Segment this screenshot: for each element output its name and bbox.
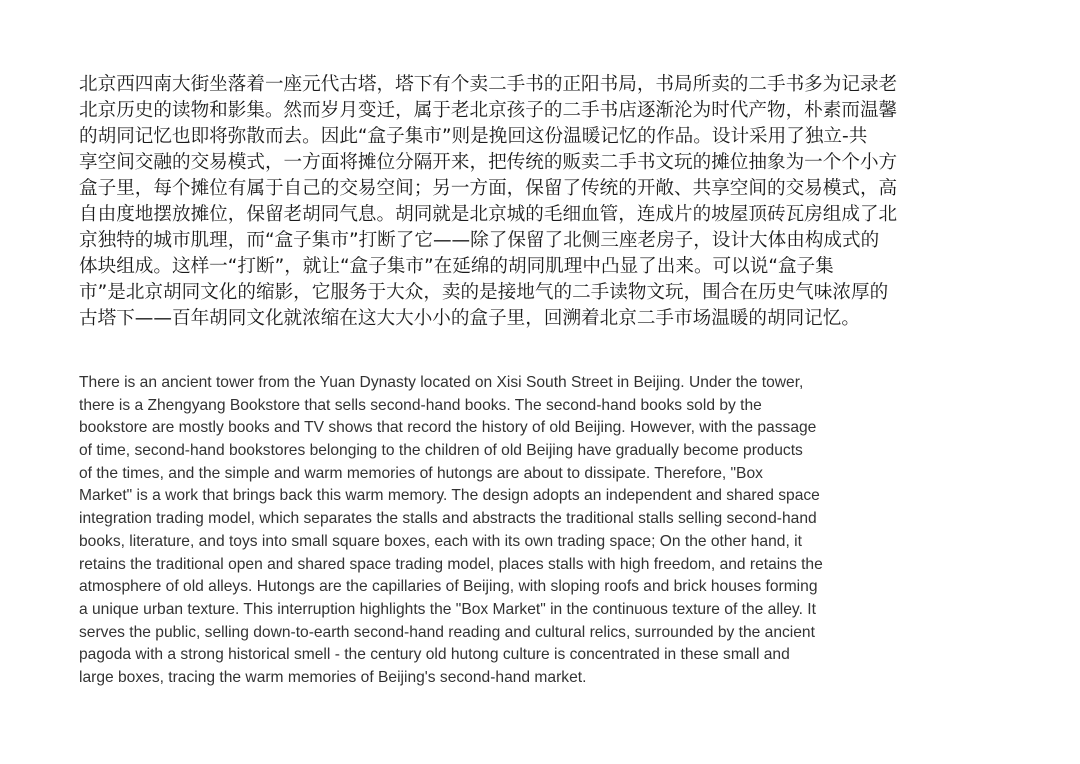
english-text-line: There is an ancient tower from the Yuan Dynasty located on Xisi South Street in Beijing. Under the tower, — [79, 374, 804, 391]
chinese-text-line: 古塔下——百年胡同文化就浓缩在这大大小小的盒子里，回溯着北京二手市场温暖的胡同记忆。 — [79, 308, 860, 329]
english-text-line: serves the public, selling down-to-earth second-hand reading and cultural relics, surrounded by the ancient — [79, 623, 815, 641]
chinese-text-line: 市”是北京胡同文化的缩影，它服务于大众，卖的是接地气的二手读物文玩，围合在历史气味浓厚的 — [79, 282, 889, 303]
chinese-text-line: 享空间交融的交易模式，一方面将摊位分隔开来，把传统的贩卖二手书文玩的摊位抽象为一个个小方 — [79, 152, 898, 173]
english-text-line: pagoda with a strong historical smell - the century old hutong culture is concentrated in these small and — [79, 646, 790, 664]
english-text-line: of time, second-hand bookstores belonging to the children of old Beijing have gradually become products — [79, 442, 803, 460]
english-text-line: integration trading model, which separates the stalls and abstracts the traditional stalls selling second-hand — [79, 510, 817, 528]
chinese-text-line: 北京西四南大街坐落着一座元代古塔，塔下有个卖二手书的正阳书局，书局所卖的二手书多为记录老 — [79, 74, 898, 95]
chinese-text-line: 盒子里，每个摊位有属于自己的交易空间；另一方面，保留了传统的开敞、共享空间的交易模式，高 — [79, 178, 898, 199]
english-text-line: a unique urban texture. This interruption highlights the "Box Market" in the continuous texture of the alley. It — [79, 600, 816, 618]
english-text-line: atmosphere of old alleys. Hutongs are the capillaries of Beijing, with sloping roofs and brick houses forming — [79, 578, 818, 596]
english-text-line: books, literature, and toys into small square boxes, each with its own trading space; On the other hand, it — [79, 532, 802, 550]
chinese-text-line: 体块组成。这样一“打断”，就让“盒子集市”在延绵的胡同肌理中凸显了出来。可以说“盒子集 — [79, 256, 834, 277]
english-text-line: bookstore are mostly books and TV shows that record the history of old Beijing. However, with the passage — [79, 419, 817, 437]
chinese-description-paragraph — [79, 72, 1009, 332]
english-text-line: large boxes, tracing the warm memories of Beijing's second-hand market. — [79, 668, 587, 686]
chinese-text-line: 的胡同记忆也即将弥散而去。因此“盒子集市”则是挽回这份温暖记忆的作品。设计采用了独立-共 — [79, 126, 868, 147]
chinese-text-line: 自由度地摆放摊位，保留老胡同气息。胡同就是北京城的毛细血管，连成片的坡屋顶砖瓦房组成了北 — [79, 204, 898, 225]
chinese-text-line: 京独特的城市肌理，而“盒子集市”打断了它——除了保留了北侧三座老房子，设计大体由构成式的 — [79, 230, 880, 251]
english-text-line: Market" is a work that brings back this warm memory. The design adopts an independent and shared space — [79, 487, 820, 505]
english-description-paragraph — [79, 372, 1009, 690]
english-text-line: of the times, and the simple and warm memories of hutongs are about to dissipate. Therefore, "Box — [79, 464, 763, 482]
english-text-line: retains the traditional open and shared space trading model, places stalls with high freedom, and retains the — [79, 555, 823, 573]
english-text-line: there is a Zhengyang Bookstore that sells second-hand books. The second-hand books sold by the — [79, 396, 762, 414]
chinese-text-line: 北京历史的读物和影集。然而岁月变迁，属于老北京孩子的二手书店逐渐沦为时代产物，朴素而温馨 — [79, 100, 898, 121]
